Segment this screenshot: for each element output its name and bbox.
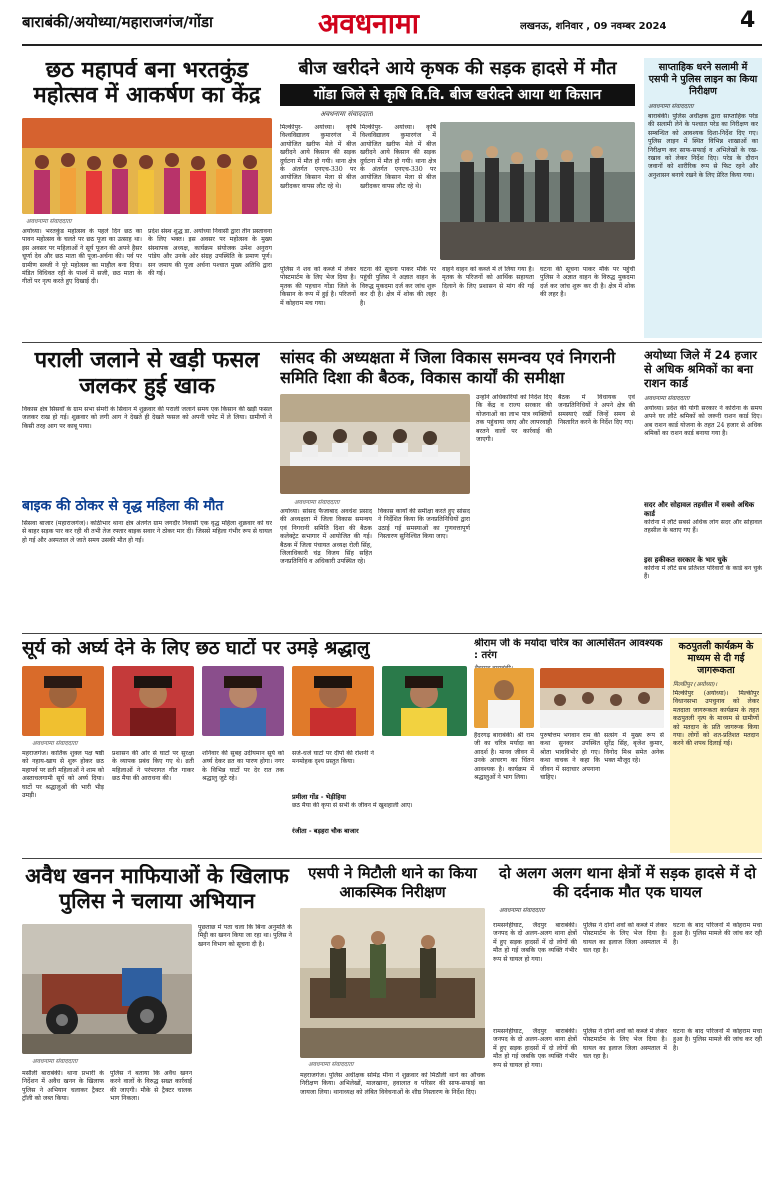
sansad-body-2: विकास कार्यों की समीक्षा करते हुए सांसद ने निर्देशित किया कि जनप्रतिनिधियों द्वारा उठाई गई समस्याओं का गुणवत्तापूर्ण निस्तारण सुनिश्चित किया जाए। <box>378 508 470 541</box>
surya-body-4: सजे-धजे घाटों पर दीपों की रोशनी ने मनमोहक दृश्य प्रस्तुत किया। <box>292 750 374 766</box>
portrait-5 <box>382 666 467 736</box>
article-avaidh <box>22 864 292 1190</box>
side-body-1: कोरोना में लौटे सबसे अधिक लोग सदर और सोहावल तहसील के बताए गए हैं। <box>644 519 762 535</box>
satsang-photo <box>540 668 664 728</box>
row-divider-1 <box>22 342 762 343</box>
byline: मिल्कीपुर (अयोध्या)। <box>673 682 718 688</box>
do-alag-body-4: रामसनेहीघाट, जैदपुर बाराबंकी। जनपद के दो अलग-अलग थाना क्षेत्रों में हुए सड़क हादसों में दो लोगों की मौत हो गई जबकि एक व्यक्ति गंभीर रूप से घायल हो गया। <box>493 1028 577 1069</box>
side-heading-1: सदर और सोहावल तहसील में सबसे अधिक कार्ड <box>644 501 755 518</box>
article-body-2: प्रदेश संस्थ शुद्ध डा. अयोध्या निवासी द्वारा तीन प्रस्तावना के लिए भक्त। इस अवसर पर महोत्सव के मुख्य संस्थापक अध्यक्ष, कार्यक्रम संयोजक उमेश अनुराग पांडेय और उनके ओर संग्रह उपस्थिति के प्रमाण पूर्ण। सन जमाय की पूजा अर्चना पश्चात मुख्य अतिथि द्वारा की गई। <box>148 228 272 278</box>
sub-headline: बाइक की ठोकर से वृद्ध महिला की मौत <box>22 498 224 514</box>
article-body: बाराबंकी। पुलिस अधीक्षक द्वारा साप्ताहिक परेड की सलामी लेने के पश्चात परेड का निरीक्षण कर सम्बन्धित को आवश्यक दिशा-निर्देश दिए गए। पुलिस लाइन में स्थित विभिन्न शाखाओं का निरीक्षण कर साफ-सफाई व अभिलेखों के रख-रखाव को लेकर निर्देश दिए। परेड के दौरान जवानों को शारीरिक रूप से फिट रहने और अनुशासन बनाये रखने के लिए प्रेरित किया गया। <box>648 113 758 179</box>
masthead-date: लखनऊ, शनिवार , 09 नवम्बर 2024 <box>520 21 667 32</box>
masthead-rule <box>22 44 762 46</box>
article-shriram <box>474 638 664 853</box>
article-body: अयोध्या। भरतकुंड महोत्सव के पहले दिन छठ का पावन महोत्सव के चलते पर छठ पूजा का उत्साह था। इस अवसर पर महिलाओं ने सूर्य पूजन की अपने हैसर चूर्णा देव और छठ माता की पूजा-अर्चना की। पर्व पर ग्रामीण सब्जी ने पूरे महोत्सव का माहौल बना दिया। मंडित विधिवत रही के पार्श्व में सजी, छठ माता के गीतों पर नृत्य करते हुए दिखाई दी। <box>22 228 142 286</box>
do-alag-body-3: घटना के बाद परिजनों में कोहराम मचा हुआ है। पुलिस मामले की जांच कर रही है। <box>673 922 762 946</box>
photo-caption: अवधनामा संवाददाता <box>294 499 340 506</box>
surya-body-1: महराजगंज। कार्तिक शुक्ल पक्ष षष्ठी को नहाय-खाय से शुरू होकर छठ महापर्व पर व्रती महिलाओं ने शाम को अस्ताचलगामी सूर्य को अर्घ्य दिया। घाटों पर श्रद्धालुओं की भारी भीड़ उमड़ी। <box>22 750 104 800</box>
portrait-2 <box>112 666 194 736</box>
masthead <box>0 0 770 50</box>
portrait-4 <box>292 666 374 736</box>
article-parali <box>22 348 272 628</box>
sansad-body-1: अयोध्या। सांसद फैजाबाद अवधेश प्रसाद की अध्यक्षता में जिला विकास समन्वय एवं निगरानी समिति दिशा की बैठक कलेक्ट्रेट सभागार में आयोजित की गई। बैठक में जिला पंचायत अध्यक्ष रोली सिंह, जिलाधिकारी चंद्र विजय सिंह सहित जनप्रतिनिधि व अधिकारी उपस्थित रहे। <box>280 508 372 566</box>
photo-caption: अवधनामा संवाददाता <box>32 1058 78 1065</box>
photo-caption: अवधनामा संवाददाता <box>308 1061 354 1068</box>
portrait-1 <box>22 666 104 736</box>
article-ayodhya-shramik <box>644 348 762 628</box>
article-saptahik <box>644 58 762 338</box>
photo-caption: अवधनामा संवाददाता <box>32 740 78 747</box>
avaidh-body-3: पूछताछ में पता चला कि बिना अनुमति के मिट्टी का खनन किया जा रहा था। पुलिस ने खनन विभाग को सूचना दी है। <box>198 924 292 948</box>
name-label-2: रंजीता - बड़हरा चौक बाजार <box>292 827 359 835</box>
beej-body-1: मिल्कीपुर- अयोध्या। कृषि विश्वविद्यालय कुमारगंज में आयोजित खरीफ मेले में बीज खरीदने आये किसान की सड़क दुर्घटना में मौत हो गयी। थाना क्षेत्र के अंतर्गत एनएच-330 पर आयोजित किसान मेला से बीज खरीदकर वापस लौट रहे थे। <box>280 124 356 190</box>
shriram-body-1: हैदरगढ़ बाराबंकी। श्री राम जी का चरित्र मर्यादा का आदर्श है। मानव जीवन में उनके आचरण का चिंतन आवश्यक है। कार्यक्रम में श्रद्धालुओं ने भाग लिया। <box>474 732 534 782</box>
beej-body-6: घटना की सूचना पाकर मौके पर पहुंची पुलिस ने अज्ञात वाहन के विरुद्ध मुकदमा दर्ज कर जांच शुरू कर दी है। क्षेत्र में शोक की लहर है। <box>540 266 635 299</box>
page-number: 4 <box>740 8 756 33</box>
headline: अयोध्या जिले में 24 हजार से अधिक श्रमिकों का बना राशन कार्ड <box>644 348 757 390</box>
headline: सूर्य को अर्घ्य देने के लिए छठ घाटों पर उमड़े श्रद्धालु <box>22 638 370 659</box>
subhead-band <box>280 84 635 106</box>
article-chhath-bharatkund <box>22 58 272 338</box>
meeting-photo <box>280 394 470 494</box>
shriram-body-2: पुरुषोत्तम भगवान राम की कथा सुनकर उपस्थित श्रोता भावविभोर हो गए। कथा वाचक ने कहा कि जीवन में सदाचार अपनाना चाहिए। <box>540 732 600 782</box>
article-body: मिल्कीपुर (अयोध्या)। मिल्कीपुर विधानसभा उपचुनाव को लेकर मतदाता जागरूकता कार्यक्रम के तहत कठपुतली नृत्य के माध्यम से ग्रामीणों को मतदान के प्रति जागरूक किया गया। लोगों को शत-प्रतिशत मतदान करने की शपथ दिलाई गई। <box>673 690 759 748</box>
sub-article-body: सिसवा बाजार (महाराजगंज)। कोठीभार थाना क्षेत्र अंतर्गत ग्राम जगदौर निवासी एक वृद्ध महिला शुक्रवार को घर से बाहर सड़क पार कर रही थी तभी तेज रफ्तार बाइक सवार ने ठोकर मार दी। जिससे महिला गंभीर रूप से घायल हो गई और अस्पताल ले जाते समय उसकी मौत हो गई। <box>22 520 272 544</box>
article-beej <box>280 58 635 338</box>
shriram-body-3: सत्संग में मुख्य रूप से सुरेंद्र सिंह, बृजेश कुमार, विनोद मिश्र समेत अनेक भक्त मौजूद रहे। <box>604 732 664 765</box>
do-alag-body-6: घटना के बाद परिजनों में कोहराम मचा हुआ है। पुलिस मामले की जांच कर रही है। <box>673 1028 762 1052</box>
surya-body-2: प्रशासन की ओर से घाटों पर सुरक्षा के व्यापक प्रबंध किए गए थे। व्रती महिलाओं ने परंपरागत गीत गाकर छठ मैया की आराधना की। <box>112 750 194 783</box>
headline: एसपी ने मिटौली थाने का किया आकस्मिक निरीक्षण <box>308 864 477 901</box>
row-divider-2 <box>22 633 762 634</box>
article-body: महराजगंज। पुलिस अधीक्षक सोमेंद्र मीना ने शुक्रवार को मिठौली थाने का औचक निरीक्षण किया। अभिलेखों, मालखाना, हवालात व परिसर की साफ-सफाई का जायजा लिया। थानाध्यक्ष को लंबित विवेचनाओं के शीघ्र निस्तारण के निर्देश दिए। <box>300 1072 485 1096</box>
beej-body-3: पुलिस ने शव को कब्जे में लेकर पोस्टमार्टम के लिए भेज दिया है। मृतक की पहचान गोंडा जिले के किसान के रूप में हुई है। परिजनों में कोहराम मच गया। <box>280 266 356 307</box>
surya-quote: छठ मैया की कृपा से सभी के जीवन में खुशहाली आए। <box>292 802 413 809</box>
tractor-photo <box>22 924 192 1054</box>
headline: सांसद की अध्यक्षता में जिला विकास समन्वय एवं निगरानी समिति दिशा की बैठक, विकास कार्यों की समीक्षा <box>280 348 616 387</box>
masthead-locations: बाराबंकी/अयोध्या/महाराजगंज/गोंडा <box>22 13 213 31</box>
photo-caption: अवधनामा संवाददाता <box>26 218 72 225</box>
article-surya <box>22 638 467 853</box>
do-alag-body-2: पुलिस ने दोनों शवों को कब्जे में लेकर पोस्टमार्टम के लिए भेज दिया है। घायल का इलाज जिला अस्पताल में चल रहा है। <box>583 922 667 955</box>
beej-body-5: वाहने वाहन को कब्जे में ले लिया गया है। मृतक के परिजनों को आर्थिक सहायता दिलाने के लिए प्रशासन से मांग की गई है। <box>442 266 534 299</box>
headline: पराली जलाने से खड़ी फसल जलकर हुई खाक <box>34 348 260 399</box>
article-do-alag <box>493 864 762 1190</box>
do-alag-body-1: रामसनेहीघाट, जैदपुर बाराबंकी। जनपद के दो अलग-अलग थाना क्षेत्रों में हुए सड़क हादसों में दो लोगों की मौत हो गई जबकि एक व्यक्ति गंभीर रूप से घायल हो गया। <box>493 922 577 963</box>
group-photo <box>22 118 272 214</box>
headline: श्रीराम जी के मर्यादा चरित्र का आत्मसिंतन आवश्यक : तरंग <box>474 638 663 661</box>
side-heading-2: इस हकीकत सरकार के भार चुके <box>644 556 728 564</box>
byline: अवधनामा संवाददाता <box>499 907 545 914</box>
portrait-3 <box>202 666 284 736</box>
kathavachak-photo <box>474 668 534 728</box>
headline: दो अलग अलग थाना क्षेत्रों में सड़क हादसे में दो की दर्दनाक मौत एक घायल <box>498 864 757 901</box>
article-body: विकास क्षेत्र सिसवाँ के ग्राम सभा सेमरी के सिवान में शुक्रवार की पराली जलाने समय एक किसान की खड़ी फसल जलकर राख हो गई। शुक्रवार को लगी आग ने देखते ही देखते फसल को अपनी चपेट में ले लिया। ग्रामीणों ने किसी तरह आग पर काबू पाया। <box>22 406 272 430</box>
side-body-2: कोरोना में लौटे सब प्रतिशत परिवारों के कार्ड बन चुके हैं। <box>644 565 762 581</box>
byline: अवधनामा संवाददाता <box>644 395 690 402</box>
article-body: अयोध्या। प्रदेश की योगी सरकार ने कोरोना के समय अपने घर लौटे श्रमिकों को जरूरी राशन कार्ड दिए। अब राशन कार्ड योजना के तहत 24 हजार से अधिक श्रमिकों का राशन कार्ड बनाया गया है। <box>644 405 762 438</box>
do-alag-body-5: पुलिस ने दोनों शवों को कब्जे में लेकर पोस्टमार्टम के लिए भेज दिया है। घायल का इलाज जिला अस्पताल में चल रहा है। <box>583 1028 667 1061</box>
name-label-1: प्रमीला गोंड - भेड़ीहिया <box>292 793 346 801</box>
surya-body-3: शनिवार की सुबह उदीयमान सूर्य को अर्घ्य देकर व्रत का पारण होगा। नगर के विभिन्न घाटों पर देर रात तक श्रद्धालु जुटे रहे। <box>202 750 284 783</box>
avaidh-body-1: मसौली बाराबंकी। थाना प्रभारी के निर्देशन में अवैध खनन के खिलाफ पुलिस ने अभियान चलाकर ट्रैक्टर ट्रॉली को जब्त किया। <box>22 1070 104 1103</box>
byline: अवधनामा संवाददाता <box>648 103 694 110</box>
byline: अवधनामा संवाददाता <box>320 110 373 118</box>
article-sansad <box>280 348 635 628</box>
sansad-body-3: उन्होंने अधिकारियों को निर्देश दिए कि केंद्र व राज्य सरकार की योजनाओं का लाभ पात्र व्यक्तियों तक पहुंचाया जाए और लापरवाही बरतने वालों पर कार्रवाई की जाएगी। <box>476 394 552 444</box>
headline: छठ महापर्व बना भरतकुंड महोत्सव में आकर्षण का केंद्र <box>33 58 261 108</box>
headline: कठपुतली कार्यक्रम के माध्यम से दी गई जागरूकता <box>678 641 754 676</box>
logo-text: अवधनामा <box>318 7 419 40</box>
headline: साप्ताहिक धरने सलामी में एसपी ने पुलिस लाइन का किया निरीक्षण <box>648 62 758 97</box>
sub-headline-band <box>22 496 272 516</box>
inspection-photo <box>300 908 485 1058</box>
kicker-headline: बीज खरीदने आये कृषक की सड़क हादसे में मौत <box>298 58 617 79</box>
article-kathputli <box>670 638 762 853</box>
accident-photo <box>440 122 635 260</box>
avaidh-body-2: पुलिस ने बताया कि अवैध खनन करने वालों के विरुद्ध सख्त कार्रवाई की जाएगी। मौके से ट्रैक्टर चालक भाग निकला। <box>110 1070 192 1103</box>
beej-body-4: घटना की सूचना पाकर मौके पर पहुंची पुलिस ने अज्ञात वाहन के विरुद्ध मुकदमा दर्ज कर जांच शुरू कर दी है। क्षेत्र में शोक की लहर है। <box>360 266 436 307</box>
subhead: गोंडा जिले से कृषि वि.वि. बीज खरीदने आया था किसान <box>313 87 602 103</box>
beej-body-2: मिल्कीपुर- अयोध्या। कृषि विश्वविद्यालय कुमारगंज में आयोजित खरीफ मेले में बीज खरीदने आये किसान की सड़क दुर्घटना में मौत हो गयी। थाना क्षेत्र के अंतर्गत एनएच-330 पर आयोजित किसान मेला से बीज खरीदकर वापस लौट रहे थे। <box>360 124 436 190</box>
row-divider-3 <box>22 858 762 859</box>
headline: अवैध खनन माफियाओं के खिलाफ पुलिस ने चलाया अभियान <box>25 864 289 913</box>
article-sp-mitauli <box>300 864 485 1190</box>
newspaper-logo <box>318 4 468 44</box>
sansad-body-4: बैठक में विधायक एवं जनप्रतिनिधियों ने अपने क्षेत्र की समस्याएं रखीं जिन्हें समय से निस्तारित करने के निर्देश दिए गए। <box>558 394 635 427</box>
